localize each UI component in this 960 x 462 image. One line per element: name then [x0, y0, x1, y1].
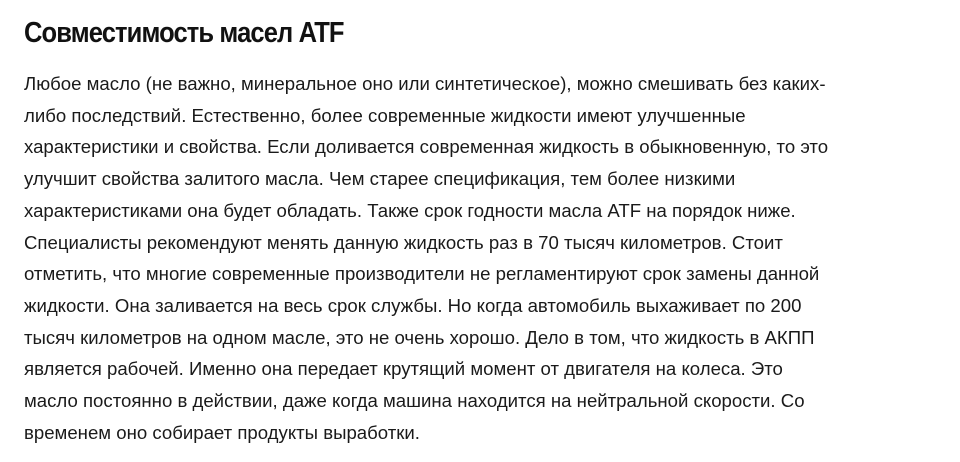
paragraph-line: Специалисты рекомендуют менять данную жидкость раз в 70 тысяч километров. Стоит: [24, 231, 783, 253]
paragraph-line: масло постоянно в действии, даже когда машина находится на нейтральной скорости. Со: [24, 390, 805, 412]
paragraph-line: либо последствий. Естественно, более современные жидкости имеют улучшенные: [24, 104, 746, 126]
paragraph-line: характеристиками она будет обладать. Также срок годности масла ATF на порядок ниже.: [24, 199, 796, 221]
paragraph-line: характеристики и свойства. Если доливается современная жидкость в обыкновенную, то это: [24, 136, 829, 158]
paragraph-line: жидкости. Она заливается на весь срок службы. Но когда автомобиль выхаживает по 200: [24, 294, 802, 316]
article-heading: Совместимость масел ATF: [24, 17, 344, 49]
paragraph-line: является рабочей. Именно она передает крутящий момент от двигателя на колеса. Это: [24, 358, 783, 380]
article-paragraph: [24, 68, 954, 448]
paragraph-line: отметить, что многие современные производители не регламентируют срок замены данной: [24, 263, 820, 285]
article: [24, 0, 954, 448]
paragraph-line: тысяч километров на одном масле, это не очень хорошо. Дело в том, что жидкость в АКПП: [24, 326, 815, 348]
paragraph-line: Любое масло (не важно, минеральное оно или синтетическое), можно смешивать без каких-: [24, 73, 826, 94]
paragraph-line: улучшит свойства залитого масла. Чем старее спецификация, тем более низкими: [24, 168, 736, 190]
paragraph-line: временем оно собирает продукты выработки.: [24, 421, 420, 443]
